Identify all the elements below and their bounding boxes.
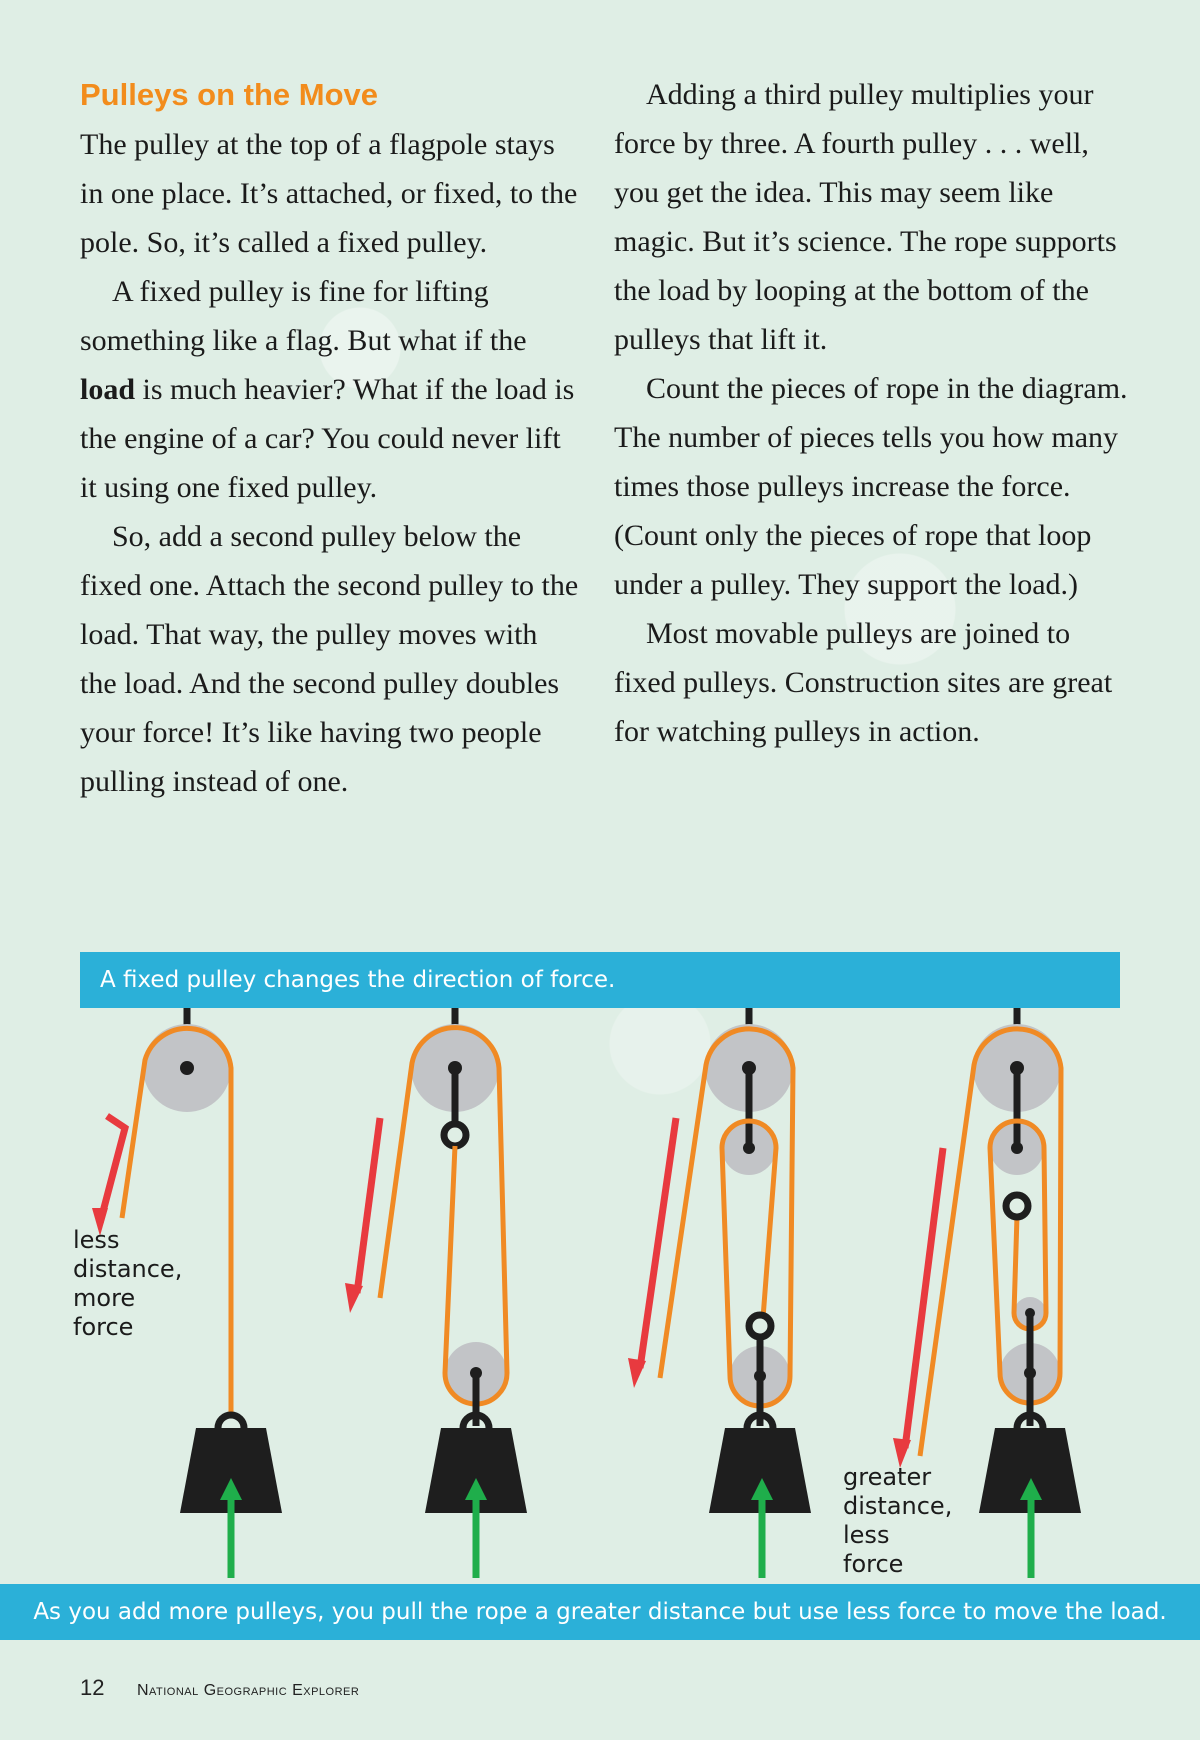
paragraph-4: Adding a third pulley multiplies your force by three. A fourth pulley . . . well, you get the idea. This may seem like magic. But it’s science. The rope supports the load by looping at the bottom of the pulleys that lift it. [614, 78, 1117, 356]
weight-hook [218, 1415, 244, 1428]
paragraph-3: So, add a second pulley below the fixed one. Attach the second pulley to the load. That way, the pulley moves with the load. And the second pulley doubles your force! It’s like having two people pulling instead of one. [80, 520, 579, 798]
pull-arrow-head [345, 1283, 363, 1313]
pulley-axle [743, 1142, 755, 1154]
pulley-axle [470, 1367, 482, 1379]
paragraph-6: Most movable pulleys are joined to fixed pulleys. Construction sites are great for watching pulleys in action. [614, 617, 1113, 748]
pull-arrow-shaft [357, 1118, 380, 1293]
caption-line: more [73, 1284, 136, 1312]
pulley-axle [1011, 1142, 1023, 1154]
paragraph-1: The pulley at the top of a flagpole stays in one place. It’s attached, or fixed, to the pole. So, it’s called a fixed pulley. [80, 128, 578, 259]
magazine-name: National Geographic Explorer [136, 1682, 360, 1699]
paragraph-2-start: A fixed pulley is fine for lifting something like a flag. But what if the [80, 275, 527, 357]
paragraph-5: Count the pieces of rope in the diagram. The number of pieces tells you how many times those pulleys increase the force. (Count only the pieces of rope that loop under a pulley. They support the load.) [614, 372, 1128, 601]
caption-line: less [843, 1521, 890, 1549]
caption-line: greater [843, 1463, 932, 1491]
caption-line: less [73, 1226, 120, 1254]
pulley-axle [754, 1370, 766, 1382]
pulley-axle [1025, 1308, 1035, 1318]
article-heading: Pulleys on the Move [80, 77, 379, 112]
right-column [614, 70, 1134, 756]
pulley-system-2 [345, 1008, 527, 1578]
diagram-bottom-banner: As you add more pulleys, you pull the rope a greater distance but use less force to move the load. [0, 1584, 1200, 1640]
caption-greater-distance-less-force [843, 1463, 973, 1579]
anchor-ring [749, 1315, 771, 1337]
diagram-top-banner: A fixed pulley changes the direction of force. [80, 952, 1120, 1008]
caption-line: force [843, 1550, 904, 1578]
caption-less-distance-more-force [73, 1226, 203, 1342]
pulley-axle [742, 1061, 756, 1075]
pulley-axle [1024, 1367, 1036, 1379]
left-column [80, 70, 580, 806]
bold-term-load: load [80, 373, 136, 406]
paragraph-2-end: is much heavier? What if the load is the engine of a car? You could never lift it using one fixed pulley. [80, 373, 575, 504]
pulley-system-3 [628, 1008, 811, 1578]
page-footer [80, 1675, 359, 1701]
pull-arrow-head [628, 1358, 646, 1388]
caption-line: distance, [73, 1255, 183, 1283]
anchor-ring [444, 1124, 466, 1146]
pull-arrow-shaft [905, 1148, 943, 1448]
anchor-ring [1006, 1195, 1028, 1217]
pulley-axle [180, 1061, 194, 1075]
page-number: 12 [80, 1675, 105, 1700]
pulley-axle [448, 1061, 462, 1075]
caption-line: force [73, 1313, 134, 1341]
paragraph-2 [80, 267, 580, 512]
pulley-axle [1010, 1061, 1024, 1075]
pull-arrow-shaft [640, 1118, 676, 1368]
caption-line: distance, [843, 1492, 953, 1520]
